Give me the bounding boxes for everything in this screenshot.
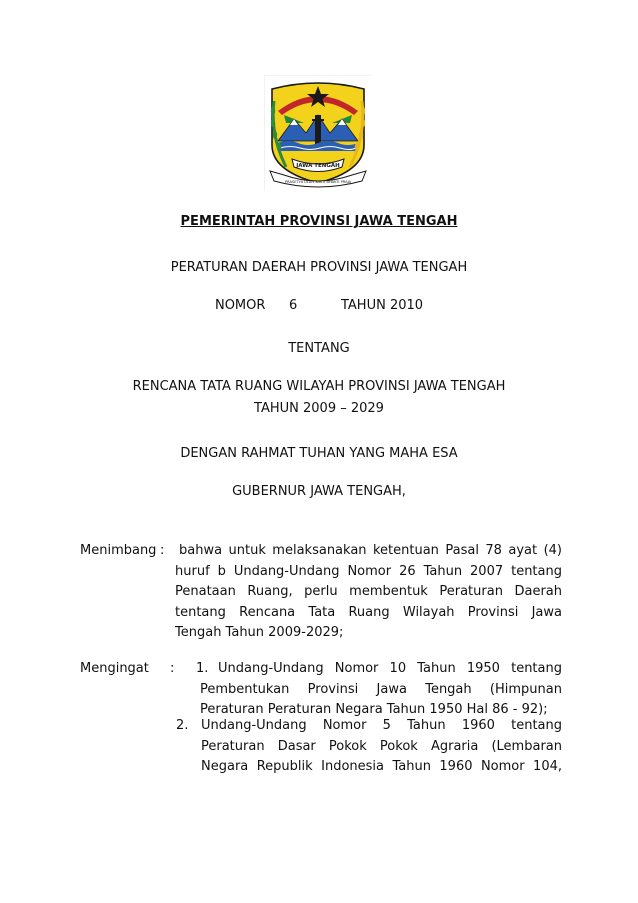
menimbang-label: Menimbang	[80, 543, 157, 558]
regulation-title-line-1: RENCANA TATA RUANG WILAYAH PROVINSI JAWA TENGAH	[132, 379, 506, 394]
seal-motto-text: PRASETYA ULAH SAKTI BHAKTI PRAJA	[284, 180, 352, 184]
item-line: Negara Republik Indonesia Tahun 1960 Nomor 104,	[201, 759, 562, 774]
regulation-number	[0, 296, 638, 315]
menimbang-line: Penataan Ruang, perlu membentuk Peraturan Daerah	[175, 584, 562, 599]
regulation-year: TAHUN 2010	[340, 298, 424, 313]
menimbang-line: bahwa untuk melaksanakan ketentuan Pasal 78 ayat (4)	[179, 543, 562, 558]
menimbang-line: Tengah Tahun 2009-2029;	[175, 625, 344, 640]
blessing-line: DENGAN RAHMAT TUHAN YANG MAHA ESA	[180, 446, 458, 461]
regulation-title-line-2: TAHUN 2009 – 2029	[254, 401, 384, 416]
item-line: Undang-Undang Nomor 10 Tahun 1950 tentang	[218, 661, 562, 676]
mengingat-label: Mengingat	[80, 661, 149, 676]
item-line: Peraturan Dasar Pokok Pokok Agraria (Lembaran	[201, 738, 562, 754]
governor-line: GUBERNUR JAWA TENGAH,	[232, 484, 406, 499]
jawa-tengah-seal	[264, 75, 372, 191]
nomor-label: NOMOR	[214, 298, 266, 313]
regulation-heading: PERATURAN DAERAH PROVINSI JAWA TENGAH	[170, 260, 468, 275]
tentang-heading: TENTANG	[288, 341, 350, 356]
nomor-value: 6	[288, 298, 298, 313]
menimbang-line: tentang Rencana Tata Ruang Wilayah Provinsi Jawa	[175, 604, 562, 620]
menimbang-line: huruf b Undang-Undang Nomor 26 Tahun 2007 tentang	[175, 563, 562, 579]
item-line: Pembentukan Provinsi Jawa Tengah (Himpunan	[200, 681, 562, 697]
item-text	[200, 659, 562, 721]
item-number: 1.	[196, 661, 209, 676]
menimbang-colon: :	[160, 543, 165, 558]
item-text	[201, 716, 562, 778]
item-line: Peraturan Peraturan Negara Tahun 1950 Hal 86 - 92);	[200, 702, 548, 717]
government-heading: PEMERINTAH PROVINSI JAWA TENGAH	[180, 214, 458, 229]
menimbang-text	[175, 541, 562, 644]
item-line: Undang-Undang Nomor 5 Tahun 1960 tentang	[201, 718, 562, 733]
item-number: 2.	[176, 718, 189, 733]
mengingat-colon: :	[170, 661, 175, 676]
seal-ribbon-text: JAWA TENGAH	[296, 163, 340, 169]
